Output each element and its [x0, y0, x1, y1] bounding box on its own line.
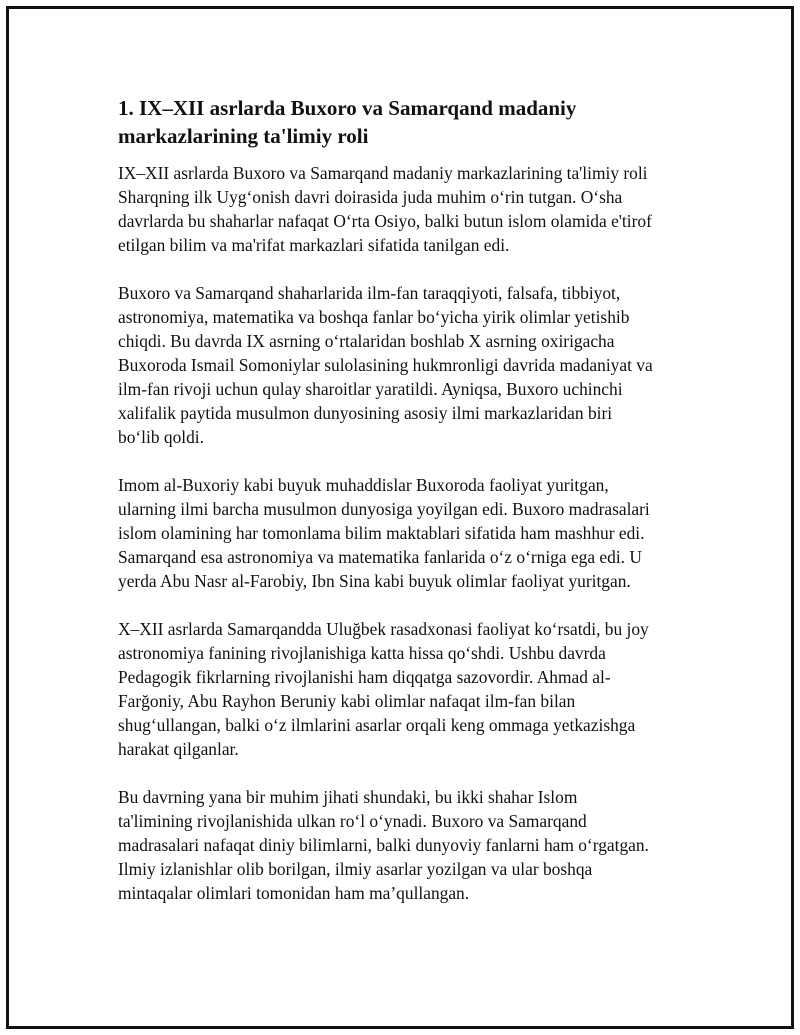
paragraph-4: [118, 617, 698, 761]
paragraph-line: ularning ilmi barcha musulmon dunyosiga yoyilgan edi. Buxoro madrasalari: [118, 499, 650, 519]
section-heading-line: 1. IX–XII asrlarda Buxoro va Samarqand madaniy: [118, 96, 577, 120]
paragraph-line: ta'limining rivojlanishida ulkan roʻl oʻynadi. Buxoro va Samarqand: [118, 811, 587, 831]
paragraph-line: IX–XII asrlarda Buxoro va Samarqand madaniy markazlarining ta'limiy roli: [118, 163, 648, 183]
paragraph-line: islom olamining har tomonlama bilim maktablari sifatida ham mashhur edi.: [118, 523, 645, 543]
paragraph-line: astronomiya fanining rivojlanishiga katta hissa qoʻshdi. Ushbu davrda: [118, 643, 606, 663]
paragraph-line: yerda Abu Nasr al-Farobiy, Ibn Sina kabi buyuk olimlar faoliyat yuritgan.: [118, 571, 631, 591]
section-heading: [118, 94, 698, 150]
paragraph-line: harakat qilganlar.: [118, 739, 239, 759]
paragraph-line: Buxoroda Ismail Somoniylar sulolasining hukmronligi davrida madaniyat va: [118, 355, 653, 375]
paragraph-line: davrlarda bu shaharlar nafaqat Oʻrta Osiyo, balki butun islom olamida e'tirof: [118, 211, 652, 231]
paragraph-line: astronomiya, matematika va boshqa fanlar boʻyicha yirik olimlar yetishib: [118, 307, 630, 327]
paragraph-1: [118, 161, 698, 257]
paragraph-line: Imom al-Buxoriy kabi buyuk muhaddislar Buxoroda faoliyat yuritgan,: [118, 475, 609, 495]
paragraph-line: Pedagogik fikrlarning rivojlanishi ham diqqatga sazovordir. Ahmad al-: [118, 667, 611, 687]
paragraph-line: Buxoro va Samarqand shaharlarida ilm-fan taraqqiyoti, falsafa, tibbiyot,: [118, 283, 621, 303]
paragraph-line: Bu davrning yana bir muhim jihati shundaki, bu ikki shahar Islom: [118, 787, 578, 807]
paragraph-line: ilm-fan rivoji uchun qulay sharoitlar yaratildi. Ayniqsa, Buxoro uchinchi: [118, 379, 623, 399]
paragraph-line: X–XII asrlarda Samarqandda Uluğbek rasadxonasi faoliyat koʻrsatdi, bu joy: [118, 619, 649, 639]
paragraph-line: chiqdi. Bu davrda IX asrning oʻrtalaridan boshlab X asrning oxirigacha: [118, 331, 615, 351]
paragraph-3: [118, 473, 698, 593]
paragraph-line: boʻlib qoldi.: [118, 427, 204, 447]
paragraph-line: madrasalari nafaqat diniy bilimlarni, balki dunyoviy fanlarni ham oʻrgatgan.: [118, 835, 649, 855]
paragraph-line: Samarqand esa astronomiya va matematika fanlarida oʻz oʻrniga ega edi. U: [118, 547, 642, 567]
paragraph-line: mintaqalar olimlari tomonidan ham maʼqullangan.: [118, 883, 470, 903]
paragraph-line: xalifalik paytida musulmon dunyosining asosiy ilmi markazlaridan biri: [118, 403, 613, 423]
document-body: [118, 94, 698, 929]
paragraph-line: shugʻullangan, balki oʻz ilmlarini asarlar orqali keng ommaga yetkazishga: [118, 715, 636, 735]
paragraph-2: [118, 281, 698, 449]
section-heading-line: markazlarining ta'limiy roli: [118, 124, 369, 148]
paragraph-5: [118, 785, 698, 905]
paragraph-line: etilgan bilim va ma'rifat markazlari sifatida tanilgan edi.: [118, 235, 510, 255]
paragraph-line: Ilmiy izlanishlar olib borilgan, ilmiy asarlar yozilgan va ular boshqa: [118, 859, 593, 879]
paragraph-line: Farğoniy, Abu Rayhon Beruniy kabi olimlar nafaqat ilm-fan bilan: [118, 691, 576, 711]
paragraph-line: Sharqning ilk Uygʻonish davri doirasida juda muhim oʻrin tutgan. Oʻsha: [118, 187, 623, 207]
